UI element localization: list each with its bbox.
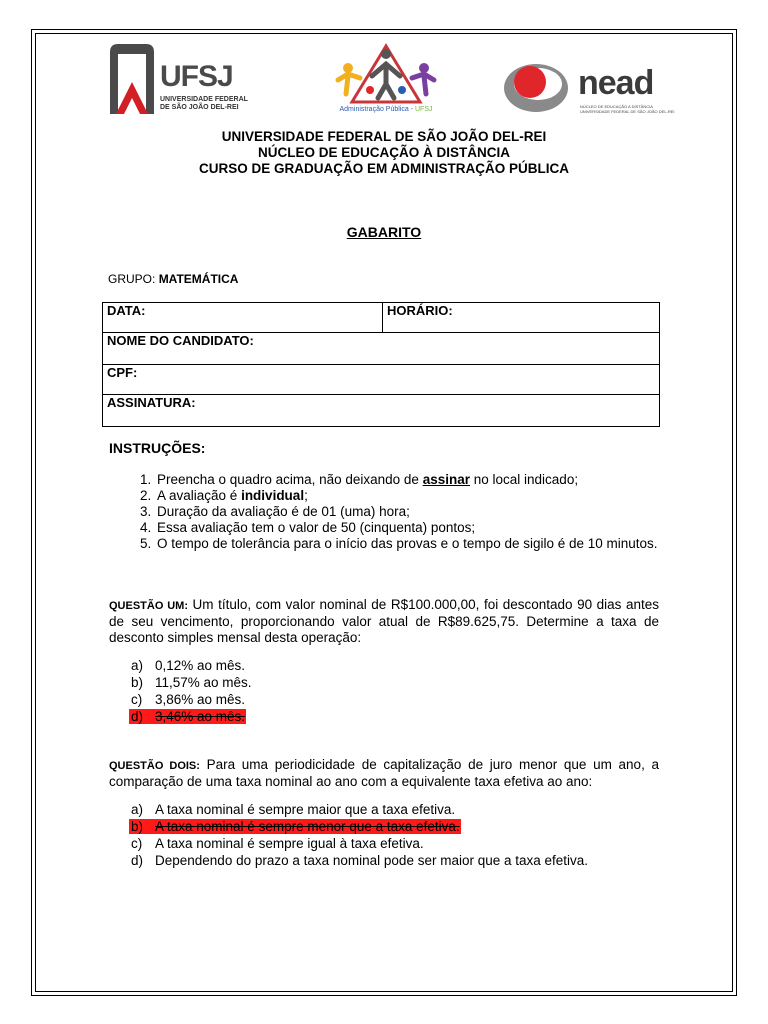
candidate-form	[102, 302, 660, 427]
form-field-data[interactable]: DATA:	[103, 303, 383, 333]
instruction-item: 3. Duração da avaliação é de 01 (uma) hora;	[155, 504, 675, 520]
question-1-label: QUESTÃO UM:	[109, 600, 189, 612]
ufsj-emblem-icon	[108, 42, 158, 118]
nead-subtitle: NÚCLEO DE EDUCAÇÃO A DISTÂNCIA UNIVERSIDADE FEDERAL DE SÃO JOÃO DEL-REI	[580, 104, 675, 114]
form-field-horario[interactable]: HORÁRIO:	[383, 303, 660, 333]
header-university: UNIVERSIDADE FEDERAL DE SÃO JOÃO DEL-REI	[221, 129, 547, 144]
option-c[interactable]: c) A taxa nominal é sempre igual à taxa efetiva.	[131, 836, 424, 851]
instruction-item: 2. A avaliação é individual;	[155, 488, 675, 504]
ufsj-wordmark: UFSJ	[160, 60, 233, 93]
ufsj-logo	[108, 42, 248, 118]
option-b[interactable]: b) 11,57% ao mês.	[131, 675, 252, 690]
form-field-cpf[interactable]: CPF:	[103, 365, 660, 395]
question-1-options	[131, 657, 252, 725]
question-2-text: QUESTÃO DOIS: Para uma periodicidade de capitalização de juro menor que um ano, a comparação de uma taxa nominal ao ano com a equivalente taxa efetiva ao ano:	[109, 757, 659, 789]
form-field-assinatura[interactable]: ASSINATURA:	[103, 395, 660, 427]
ufsj-subtitle: UNIVERSIDADE FEDERAL DE SÃO JOÃO DEL-REI	[160, 96, 248, 111]
option-a[interactable]: a) A taxa nominal é sempre maior que a taxa efetiva.	[131, 802, 456, 817]
question-1-text: QUESTÃO UM: Um título, com valor nominal de R$100.000,00, foi descontado 90 dias antes de seu vencimento, proporcionando valor atual de R$89.625,75. Determine a taxa de desconto simples mensal desta operação:	[109, 597, 659, 645]
header-course: CURSO DE GRADUAÇÃO EM ADMINISTRAÇÃO PÚBLICA	[199, 161, 569, 176]
nead-wordmark: nead	[578, 64, 654, 102]
grupo-value: MATEMÁTICA	[158, 272, 239, 286]
question-2-label: QUESTÃO DOIS:	[109, 760, 200, 772]
question-2-options	[131, 801, 588, 869]
grupo-line	[108, 272, 238, 286]
instructions-list	[110, 472, 675, 552]
instruction-item: 4. Essa avaliação tem o valor de 50 (cinquenta) pontos;	[155, 520, 675, 536]
option-b-correct[interactable]: b) A taxa nominal é sempre menor que a taxa efetiva.	[131, 819, 460, 834]
option-d[interactable]: d) Dependendo do prazo a taxa nominal pode ser maior que a taxa efetiva.	[131, 853, 589, 868]
page-title: GABARITO	[346, 224, 422, 240]
instructions-title: INSTRUÇÕES:	[109, 440, 206, 456]
grupo-label: GRUPO:	[108, 272, 156, 286]
adm-publica-logo	[332, 40, 440, 120]
nead-logo	[500, 52, 675, 122]
option-a[interactable]: a) 0,12% ao mês.	[131, 658, 246, 673]
option-c[interactable]: c) 3,86% ao mês.	[131, 692, 246, 707]
people-triangle-icon	[332, 40, 440, 106]
adm-caption: Administração Pública - UFSJ	[339, 106, 433, 113]
instruction-item: 5. O tempo de tolerância para o início das provas e o tempo de sigilo é de 10 minutos.	[155, 536, 675, 552]
option-d-correct[interactable]: d) 3,46% ao mês.	[131, 709, 246, 724]
header-nucleus: NÚCLEO DE EDUCAÇÃO À DISTÂNCIA	[257, 145, 510, 160]
instruction-item: 1. Preencha o quadro acima, não deixando de assinar no local indicado;	[155, 472, 675, 488]
form-field-nome[interactable]: NOME DO CANDIDATO:	[103, 333, 660, 365]
nead-emblem-icon	[500, 52, 580, 122]
